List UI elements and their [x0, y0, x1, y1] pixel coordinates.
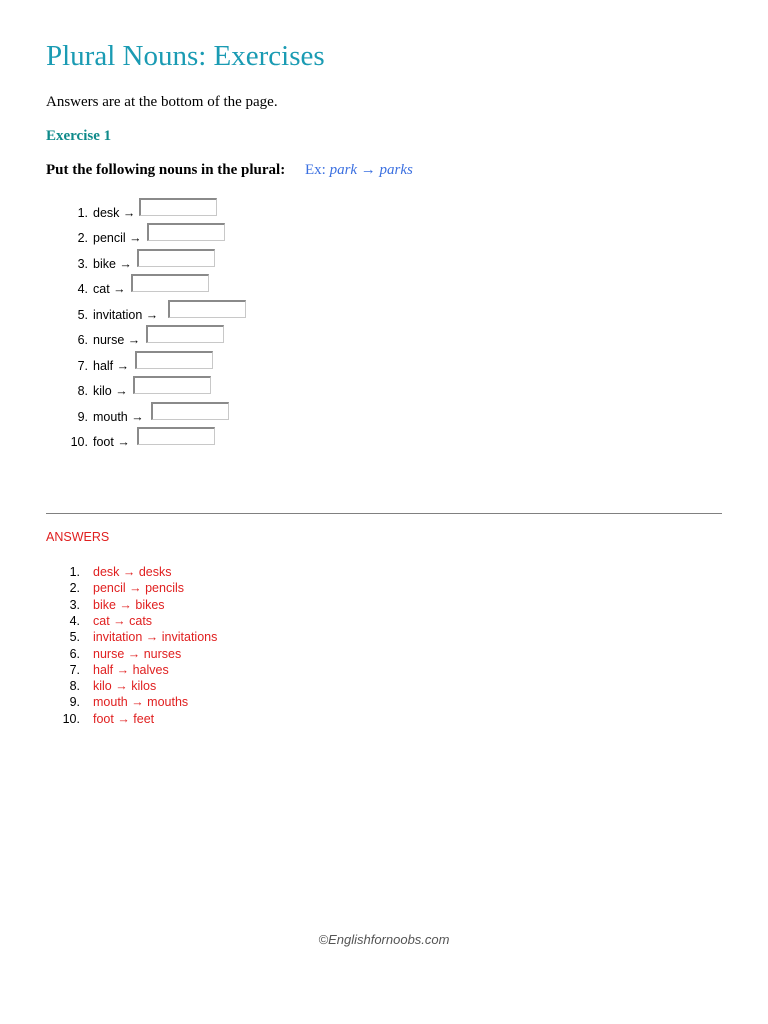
answer-number: 9. [69, 695, 80, 710]
item-word: desk → [93, 206, 136, 220]
exercise-item [0, 274, 400, 296]
answer-text: kilo → kilos [93, 679, 157, 694]
answer-number: 4. [69, 613, 80, 628]
answer-item [0, 614, 400, 630]
item-word: half → [93, 359, 130, 373]
page-title: Plural Nouns: Exercises [46, 40, 325, 72]
item-number: 5. [77, 308, 88, 322]
item-word: nurse → [93, 333, 141, 347]
exercise-item [0, 376, 400, 398]
answer-text: desk → desks [93, 565, 172, 579]
answer-number: 10. [62, 711, 80, 726]
item-number: 8. [77, 384, 88, 398]
divider [46, 513, 722, 514]
answer-input[interactable] [135, 351, 213, 369]
item-number: 9. [77, 410, 88, 424]
answer-item [0, 630, 400, 646]
exercise-heading: Exercise 1 [46, 128, 112, 144]
answer-item [0, 598, 400, 614]
item-word: kilo → [93, 384, 128, 398]
answer-item [0, 581, 400, 597]
item-number: 2. [77, 231, 88, 245]
answer-number: 3. [69, 597, 80, 612]
answer-text: bike → bikes [93, 597, 165, 612]
answer-text: pencil → pencils [93, 581, 185, 596]
item-word: invitation → [93, 308, 159, 322]
answer-text: foot → feet [93, 711, 155, 726]
answer-text: invitation → invitations [93, 630, 218, 645]
answer-input[interactable] [139, 198, 217, 216]
answers-heading: ANSWERS [46, 530, 110, 544]
intro-text: Answers are at the bottom of the page. [46, 94, 278, 110]
answer-number: 5. [69, 630, 80, 645]
answer-item [0, 695, 400, 711]
item-number: 4. [77, 282, 88, 296]
example-prefix: Ex: [304, 162, 326, 178]
answer-number: 6. [69, 646, 80, 661]
answer-item [0, 647, 400, 663]
exercise-item [0, 325, 400, 347]
exercise-item [0, 351, 400, 373]
item-word: pencil → [93, 231, 142, 245]
example-hint [305, 162, 413, 178]
answer-item [0, 679, 400, 695]
exercise-item [0, 300, 400, 322]
item-word: bike → [93, 257, 132, 271]
answer-item [0, 712, 400, 728]
exercise-item [0, 249, 400, 271]
answer-number: 2. [69, 581, 80, 596]
answer-text: half → halves [93, 662, 169, 677]
answer-text: cat → cats [93, 613, 153, 628]
answer-input[interactable] [133, 376, 211, 394]
answer-input[interactable] [168, 300, 246, 318]
exercise-item [0, 198, 400, 220]
answer-text: mouth → mouths [93, 695, 189, 710]
answer-input[interactable] [147, 223, 225, 241]
item-number: 7. [77, 359, 88, 373]
item-number: 6. [77, 333, 88, 347]
answer-input[interactable] [131, 274, 209, 292]
exercise-instruction [46, 162, 413, 179]
answer-number: 8. [69, 679, 80, 694]
item-number: 1. [77, 206, 88, 220]
answer-item [0, 663, 400, 679]
answer-input[interactable] [137, 427, 215, 445]
answer-input[interactable] [146, 325, 224, 343]
answer-item [0, 565, 400, 581]
answer-input[interactable] [137, 249, 215, 267]
footer-copyright: ©Englishfornoobs.com [318, 932, 450, 947]
answer-number: 1. [69, 565, 80, 579]
exercise-item [0, 427, 400, 449]
exercise-item [0, 223, 400, 245]
item-word: foot → [93, 435, 130, 449]
exercise-item [0, 402, 400, 424]
item-word: cat → [93, 282, 126, 296]
item-number: 3. [77, 257, 88, 271]
answer-input[interactable] [151, 402, 229, 420]
example-text: park → parks [329, 162, 413, 178]
answer-number: 7. [69, 662, 80, 677]
instruction-text: Put the following nouns in the plural: [46, 162, 286, 178]
answer-text: nurse → nurses [93, 646, 182, 661]
item-word: mouth → [93, 410, 144, 424]
item-number: 10. [70, 435, 88, 449]
